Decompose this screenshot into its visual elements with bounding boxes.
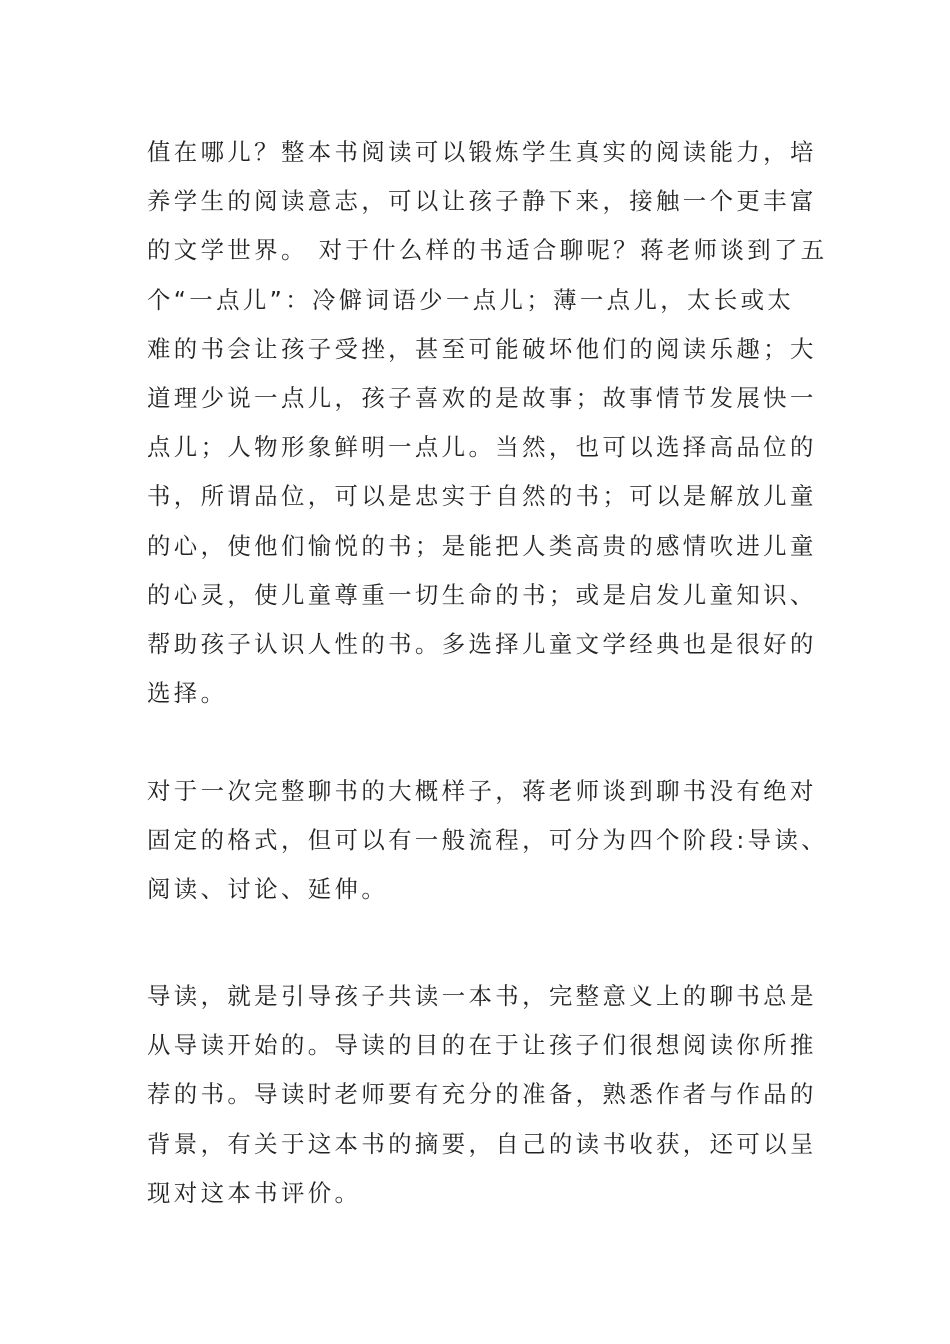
text-line: 背景，有关于这本书的摘要，自己的读书收获，还可以呈 (147, 1129, 817, 1158)
text-line: 对于一次完整聊书的大概样子，蒋老师谈到聊书没有绝对 (147, 777, 817, 805)
text-line: 选择。 (147, 679, 228, 708)
text-line: 导读，就是引导孩子共读一本书，完整意义上的聊书总是 (147, 982, 817, 1010)
text-line: 点儿；人物形象鲜明一点儿。当然，也可以选择高品位的 (147, 433, 817, 462)
paragraph-1 (147, 128, 828, 718)
text-line: 从导读开始的。导读的目的在于让孩子们很想阅读你所推 (147, 1031, 817, 1060)
text-line: 难的书会让孩子受挫，甚至可能破坏他们的阅读乐趣；大 (147, 334, 817, 363)
text-line: 个“一点儿”：冷僻词语少一点儿；薄一点儿，太长或太 (147, 285, 795, 314)
text-line: 的心，使他们愉悦的书；是能把人类高贵的感情吹进儿童 (147, 531, 817, 560)
text-line: 阅读、讨论、延伸。 (147, 875, 389, 904)
text-line: 的心灵，使儿童尊重一切生命的书；或是启发儿童知识、 (147, 580, 817, 609)
text-line: 帮助孩子认识人性的书。多选择儿童文学经典也是很好的 (147, 629, 817, 658)
text-line: 养学生的阅读意志，可以让孩子静下来，接触一个更丰富 (147, 187, 817, 216)
text-line: 的文学世界。 对于什么样的书适合聊呢？蒋老师谈到了五 (147, 236, 828, 265)
text-line: 值在哪儿？整本书阅读可以锻炼学生真实的阅读能力，培 (147, 138, 817, 166)
paragraph-3 (147, 972, 817, 1218)
text-line: 书，所谓品位，可以是忠实于自然的书；可以是解放儿童 (147, 482, 817, 511)
text-line: 道理少说一点儿，孩子喜欢的是故事；故事情节发展快一 (147, 383, 817, 412)
text-line: 荐的书。导读时老师要有充分的准备，熟悉作者与作品的 (147, 1080, 817, 1109)
text-line: 固定的格式，但可以有一般流程，可分为四个阶段:导读、 (147, 826, 829, 855)
text-line: 现对这本书评价。 (147, 1178, 362, 1207)
paragraph-2 (147, 767, 829, 915)
